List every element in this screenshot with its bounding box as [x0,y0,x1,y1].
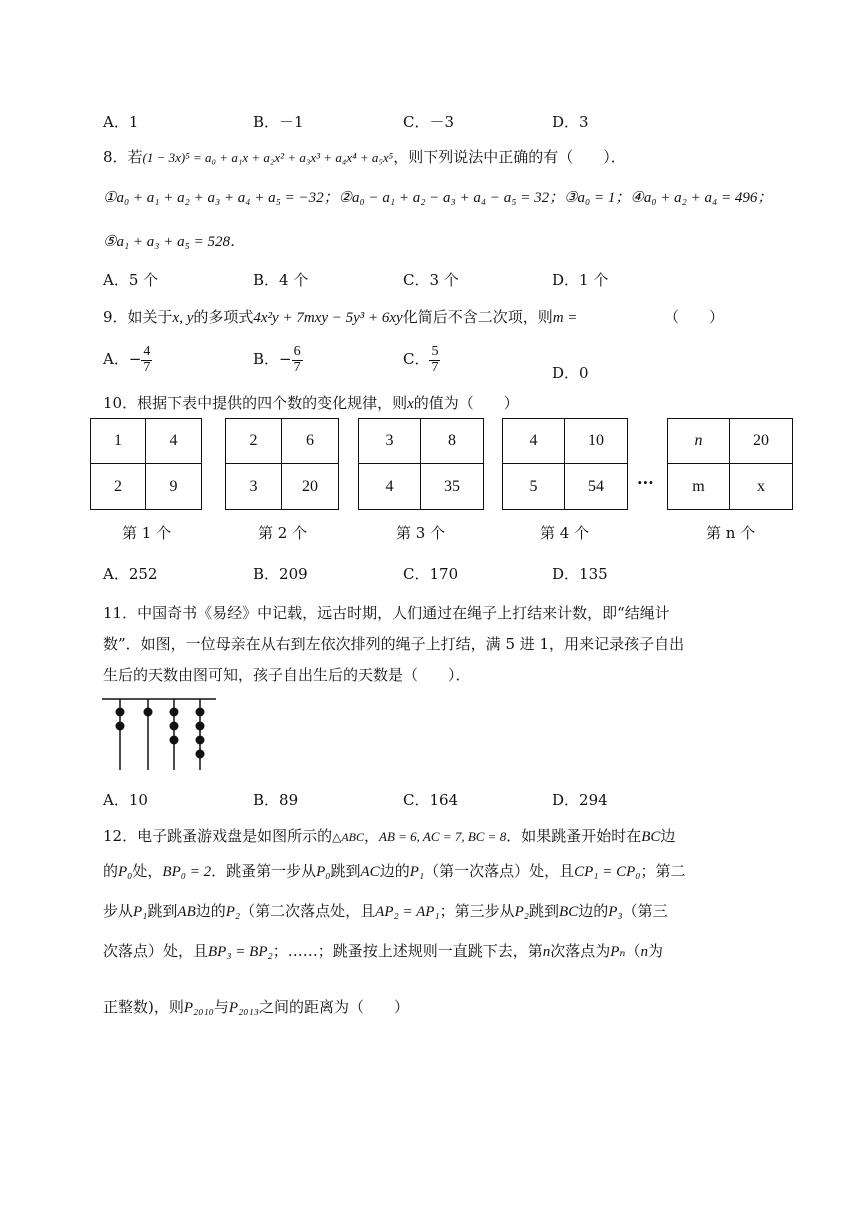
q12-line-5: 正整数)，则P₂₀₁₀与P₂₀₁₃之间的距离为（ ） [103,998,409,1016]
table-cell: 3 [226,464,282,509]
table-cell: 5 [503,464,565,509]
table-cell: 4 [503,419,565,464]
table-cell: x [757,477,765,495]
table-cell: 2 [91,464,146,509]
q12-line-3: 步从P₁跳到AB边的P₂（第二次落点处，且AP₂ = AP₁；第三步从P₂跳到BC边的P₃（第三 [103,902,668,920]
table-cell: 2 [226,419,282,464]
q10-table-1 [90,418,202,510]
q10-caption-3: 第 3 个 [396,524,446,542]
q8-stem: 8．若(1 − 3x)⁵ = a₀ + a₁x + a₂x² + a₃x³ + a₄x⁴ + a₅x⁵，则下列说法中正确的有（ ）． [103,148,626,166]
q7-option-b: B．－1 [253,113,304,131]
table-cell: 10 [565,419,627,464]
q10-option-a: A．252 [103,565,158,583]
q11-line-1: 11．中国奇书《易经》中记载，远古时期，人们通过在绳子上打结来计数，即“结绳计 [103,604,670,622]
q11-option-a: A．10 [103,791,148,809]
q11-line-3: 生后的天数由图可知，孩子自出生后的天数是（ ）． [103,666,471,684]
q10-option-b: B．209 [253,565,308,583]
q10-table-4 [502,418,628,510]
q9-stem: 9．如关于x, y的多项式4x²y + 7mxy − 5y³ + 6xy化简后不含二次项，则m = [103,308,578,326]
q12-line-1: 12．电子跳蚤游戏盘是如图所示的△ABC，AB = 6, AC = 7, BC = 8．如果跳蚤开始时在BC边 [103,827,676,845]
q11-line-2: 数”．如图，一位母亲在从右到左依次排列的绳子上打结，满 5 进 1，用来记录孩子自出 [103,635,685,653]
q7-option-c: C．－3 [403,113,455,131]
table-cell: 4 [146,419,201,464]
knot [144,708,153,717]
q8-statement-5: ⑤a₁ + a₃ + a₅ = 528． [103,234,245,250]
q12-line-2: 的P₀处，BP₀ = 2．跳蚤第一步从P₀跳到AC边的P₁（第一次落点）处，且CP₁ = CP₀；第二 [103,862,686,880]
q10-caption-1: 第 1 个 [122,524,172,542]
q9-option-c: C． $\frac{5}{7}$ [403,344,439,375]
q10-ellipsis: ··· [637,473,654,492]
table-cell: 4 [359,464,421,509]
table-cell: m [668,464,730,509]
table-cell: 35 [444,477,460,495]
knot [170,708,179,717]
knot [170,722,179,731]
q10-caption-n: 第 n 个 [706,524,756,542]
table-cell: 20 [730,419,792,464]
q7-option-d: D．3 [552,113,589,131]
table-cell: 9 [169,477,178,495]
q10-option-c: C．170 [403,565,459,583]
table-cell: 1 [91,419,146,464]
q8-option-c: C．3 个 [403,271,459,289]
q10-table-3 [358,418,484,510]
knot [116,708,125,717]
knot [170,736,179,745]
q8-option-a: A．5 个 [103,271,159,289]
knot [196,722,205,731]
q8-option-b: B．4 个 [253,271,309,289]
q9-option-b: B．− $\frac{6}{7}$ [253,344,301,375]
knot [196,736,205,745]
table-cell: 6 [282,419,338,464]
q10-table-2 [225,418,339,510]
q7-option-a: A．1 [103,113,139,131]
q9-option-d: D．0 [552,364,589,382]
table-cell: 20 [302,477,318,495]
knot [196,750,205,759]
q12-line-4: 次落点）处，且BP₃ = BP₂；……；跳蚤按上述规则一直跳下去，第n次落点为Pₙ（n为 [103,942,664,960]
q11-option-b: B．89 [253,791,299,809]
q8-statements-line1: ①a₀ + a₁ + a₂ + a₃ + a₄ + a₅ = −32；②a₀ − a₁ + a₂ − a₃ + a₄ − a₅ = 32；③a₀ = 1；④a₀ + a₂ + a₄ = 496； [103,190,773,206]
q8-option-d: D．1 个 [552,271,609,289]
q9-answer-paren: （ ） [664,308,725,326]
q10-caption-2: 第 2 个 [258,524,308,542]
table-cell: 8 [421,419,483,464]
table-cell: 3 [359,419,421,464]
q10-option-d: D．135 [552,565,608,583]
q10-table-n [667,418,793,510]
q10-caption-4: 第 4 个 [540,524,590,542]
table-cell: 54 [588,477,604,495]
table-cell: n [668,419,730,464]
knotted-ropes-figure [100,694,220,774]
knot [116,722,125,731]
q11-option-d: D．294 [552,791,608,809]
knot [196,708,205,717]
q11-option-c: C．164 [403,791,459,809]
q9-option-a: A．− $\frac{4}{7}$ [103,344,151,375]
q10-stem: 10．根据下表中提供的四个数的变化规律，则x的值为（ ） [103,394,519,412]
